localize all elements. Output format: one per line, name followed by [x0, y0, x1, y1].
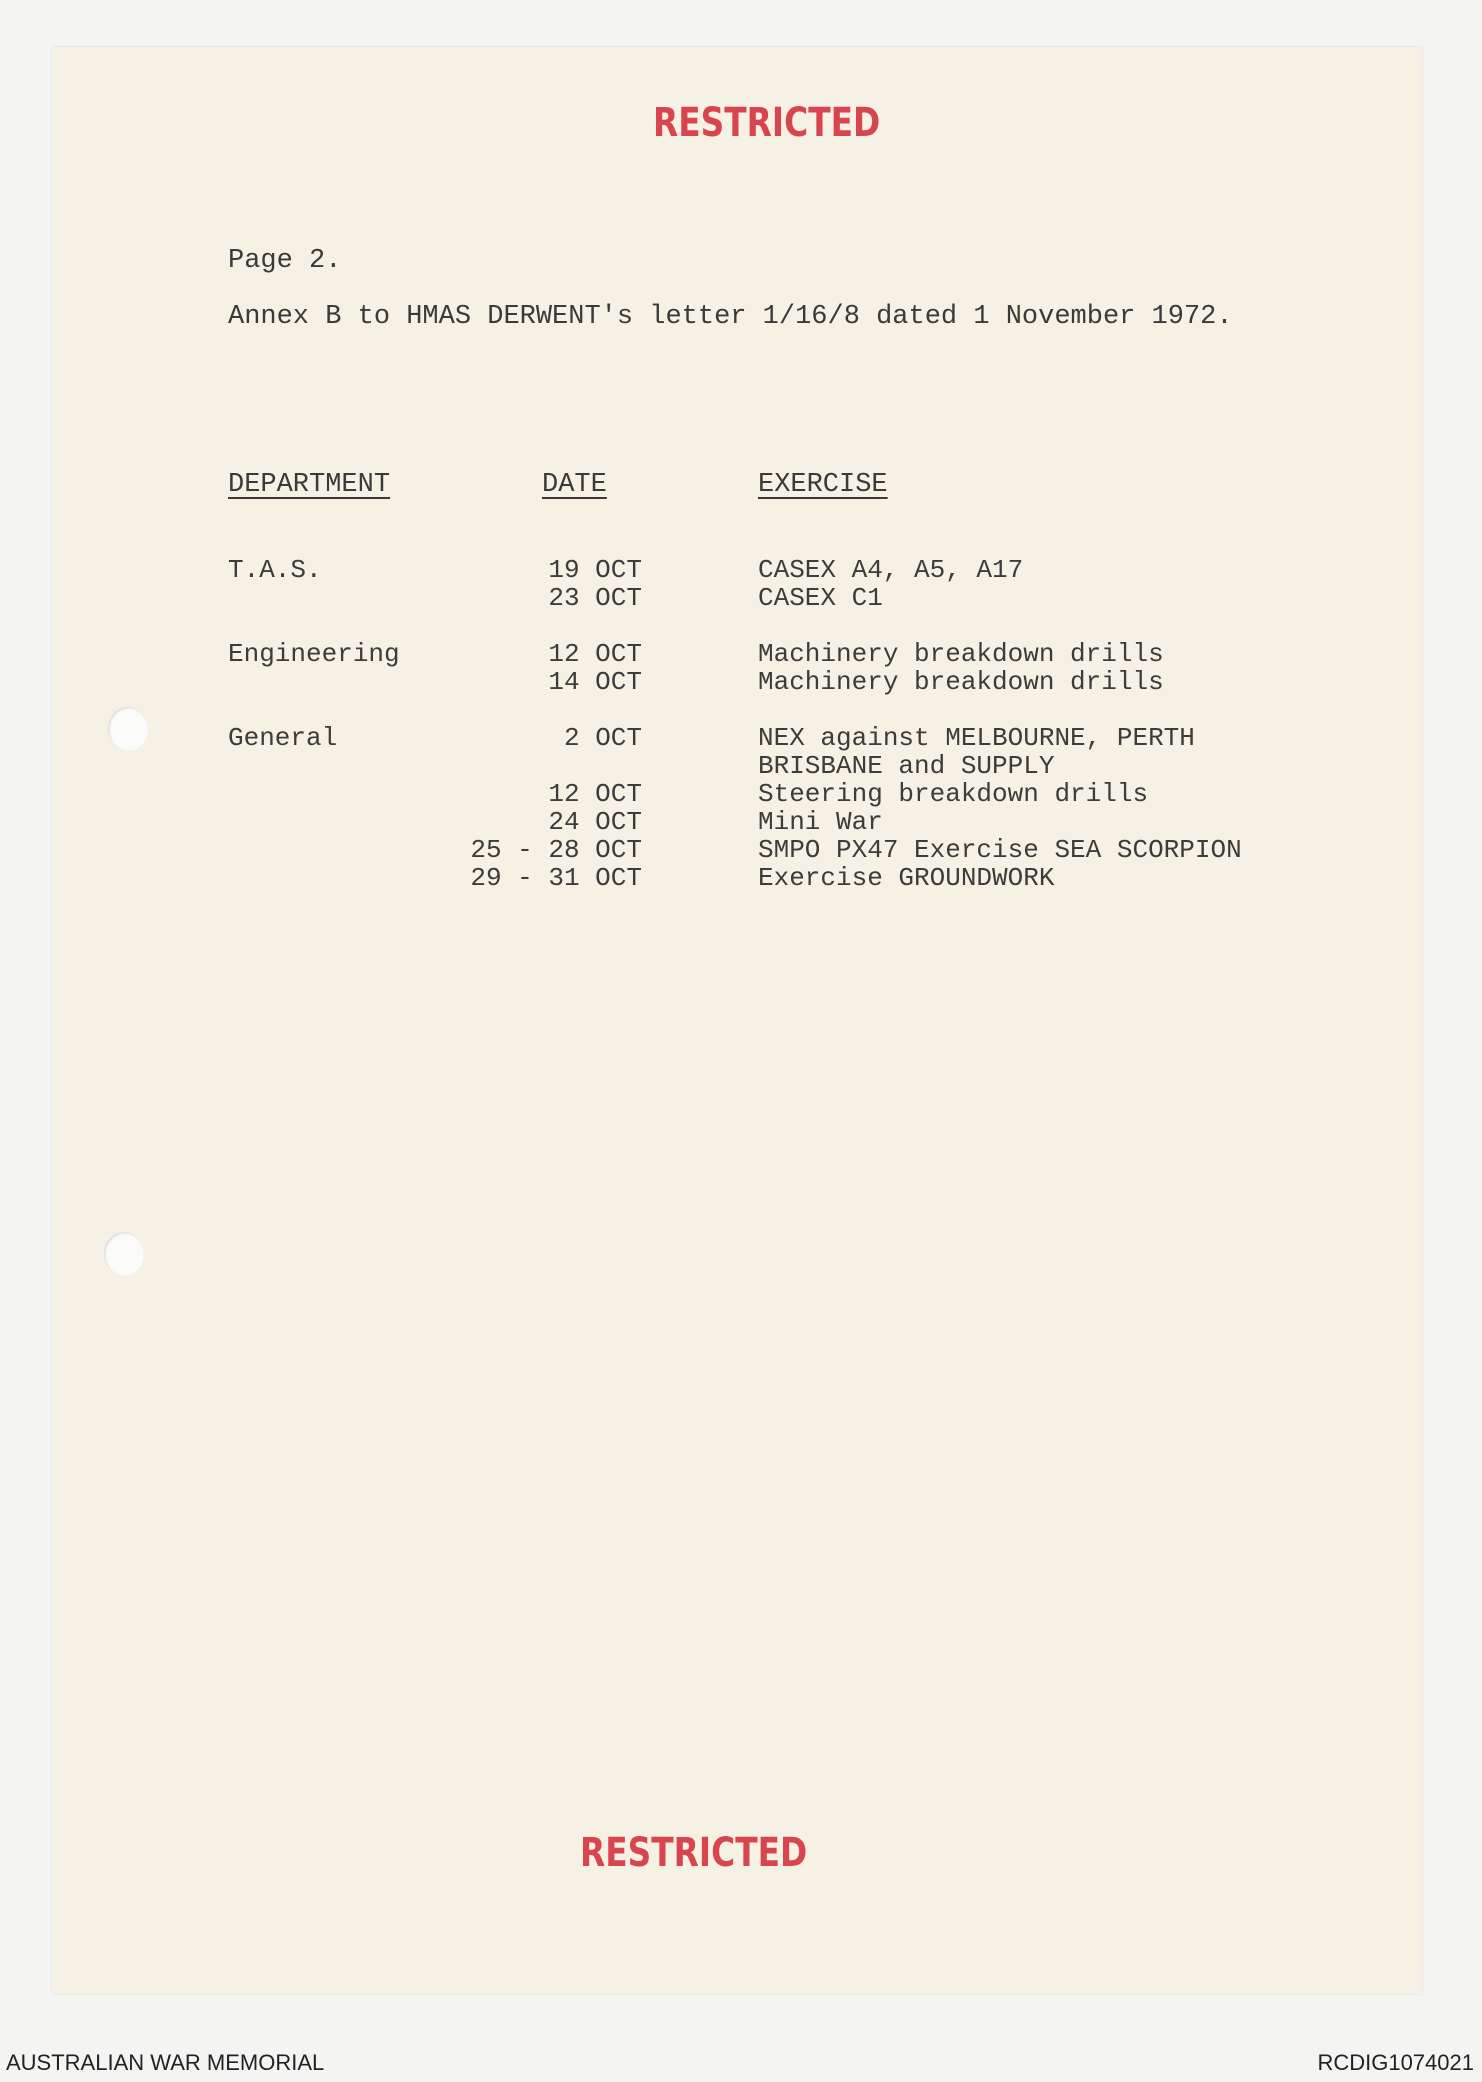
- footer-source: AUSTRALIAN WAR MEMORIAL: [6, 2050, 325, 2075]
- exercise-cell: SMPO PX47 Exercise SEA SCORPION: [758, 835, 1242, 865]
- exercise-cell: CASEX A4, A5, A17: [758, 555, 1024, 585]
- exercise-cell: BRISBANE and SUPPLY: [758, 751, 1055, 781]
- department-cell: T.A.S.: [228, 555, 322, 585]
- header-department: DEPARTMENT: [228, 470, 391, 500]
- exercise-cell: Steering breakdown drills: [758, 779, 1149, 809]
- exercise-cell: CASEX C1: [758, 583, 883, 613]
- exercise-cell: Machinery breakdown drills: [758, 639, 1164, 669]
- exercise-cell: Exercise GROUNDWORK: [758, 863, 1055, 893]
- date-cell: 14 OCT: [548, 667, 642, 697]
- department-cell: Engineering: [228, 639, 400, 669]
- date-cell: 2 OCT: [563, 723, 642, 753]
- date-cell: 23 OCT: [548, 583, 642, 613]
- document-page: [52, 47, 1422, 1994]
- date-cell: 12 OCT: [548, 639, 642, 669]
- annex-line: Annex B to HMAS DERWENT's letter 1/16/8 dated 1 November 1972.: [228, 302, 1233, 332]
- header-date: DATE: [542, 470, 607, 500]
- punch-hole: [108, 707, 148, 751]
- exercise-cell: Mini War: [758, 807, 883, 837]
- page-label: Page 2.: [228, 246, 342, 276]
- restricted-stamp-top: RESTRICTED: [653, 100, 881, 146]
- date-cell: 12 OCT: [548, 779, 642, 809]
- date-cell: 24 OCT: [548, 807, 642, 837]
- exercise-cell: Machinery breakdown drills: [758, 667, 1164, 697]
- footer-id: RCDIG1074021: [1317, 2050, 1474, 2075]
- date-cell: 19 OCT: [548, 555, 642, 585]
- department-cell: General: [228, 723, 338, 753]
- date-cell: 29 - 31 OCT: [470, 863, 642, 893]
- punch-hole: [104, 1232, 144, 1276]
- date-cell: 25 - 28 OCT: [470, 835, 642, 865]
- restricted-stamp-bottom: RESTRICTED: [580, 1830, 808, 1876]
- header-exercise: EXERCISE: [758, 470, 888, 500]
- exercise-cell: NEX against MELBOURNE, PERTH: [758, 723, 1195, 753]
